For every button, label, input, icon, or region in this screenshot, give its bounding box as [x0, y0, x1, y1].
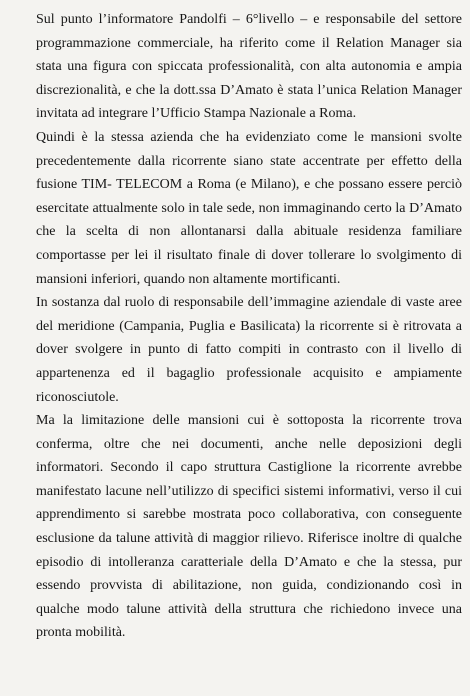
- text-line: informatori. Secondo il capo struttura Castiglione la ricorrente avrebbe: [36, 460, 462, 476]
- text-line: appartenenza ed il bagaglio professionale acquisito e ampiamente: [36, 365, 462, 381]
- paragraph-2: [36, 126, 462, 291]
- text-line: manifestato lacune nell’utilizzo di specifici sistemi informativi, verso il cui: [36, 483, 462, 499]
- text-line: che la scelta di non allontanarsi dalla abituale residenza familiare: [36, 224, 462, 240]
- text-line: qualche modo talune attività della struttura che richiedono invece una: [36, 601, 462, 617]
- text-line: In sostanza dal ruolo di responsabile dell’immagine aziendale di vaste aree: [36, 295, 462, 311]
- text-line: Ma la limitazione delle mansioni cui è sottoposta la ricorrente trova: [36, 413, 462, 429]
- text-line: Quindi è la stessa azienda che ha evidenziato come le mansioni svolte: [36, 129, 462, 145]
- text-line: programmazione commerciale, ha riferito come il Relation Manager sia: [36, 35, 462, 51]
- paragraph-1: [36, 8, 462, 126]
- text-line: pronta mobilità.: [36, 625, 126, 641]
- text-line: precedentemente dalla ricorrente siano state accentrate per effetto della: [36, 153, 462, 169]
- text-line: esercitate attualmente solo in tale sede, non immaginando certo la D’Amato: [36, 200, 462, 216]
- text-line: fusione TIM- TELECOM a Roma (e Milano), e che possano essere perciò: [36, 177, 462, 193]
- text-line: comportasse per lei il risultato finale di dover tollerare lo svolgimento di: [36, 247, 462, 263]
- text-line: del meridione (Campania, Puglia e Basilicata) la ricorrente si è ritrovata a: [36, 318, 462, 334]
- text-line: conferma, oltre che nei documenti, anche nelle deposizioni degli: [36, 436, 462, 452]
- paragraph-3: [36, 291, 462, 409]
- text-line: discrezionalità, e che la dott.ssa D’Amato è stata l’unica Relation Manager: [36, 82, 462, 98]
- text-line: invitata ad integrare l’Ufficio Stampa Nazionale a Roma.: [36, 106, 357, 122]
- text-line: Sul punto l’informatore Pandolfi – 6°livello – e responsabile del settore: [36, 12, 462, 27]
- text-line: riconosciutole.: [36, 389, 119, 405]
- text-line: apprendimento si sarebbe mostrata poco collaborativa, con conseguente: [36, 507, 462, 523]
- document-body: [36, 8, 462, 645]
- text-line: dover svolgere in punto di fatto compiti in contrasto con il livello di: [36, 342, 462, 358]
- text-line: mansioni inferiori, quando non altamente mortificanti.: [36, 271, 341, 287]
- text-line: episodio di intolleranza caratteriale della D’Amato e che la stessa, pur: [36, 554, 462, 570]
- text-line: stata una figura con spiccata professionalità, con alta autonomia e ampia: [36, 59, 462, 75]
- paragraph-4: [36, 409, 462, 645]
- text-line: esclusione da talune attività di maggior rilievo. Riferisce inoltre di qualche: [36, 531, 462, 547]
- text-line: essendo provvista di abilitazione, non guida, condizionando così in: [36, 578, 462, 594]
